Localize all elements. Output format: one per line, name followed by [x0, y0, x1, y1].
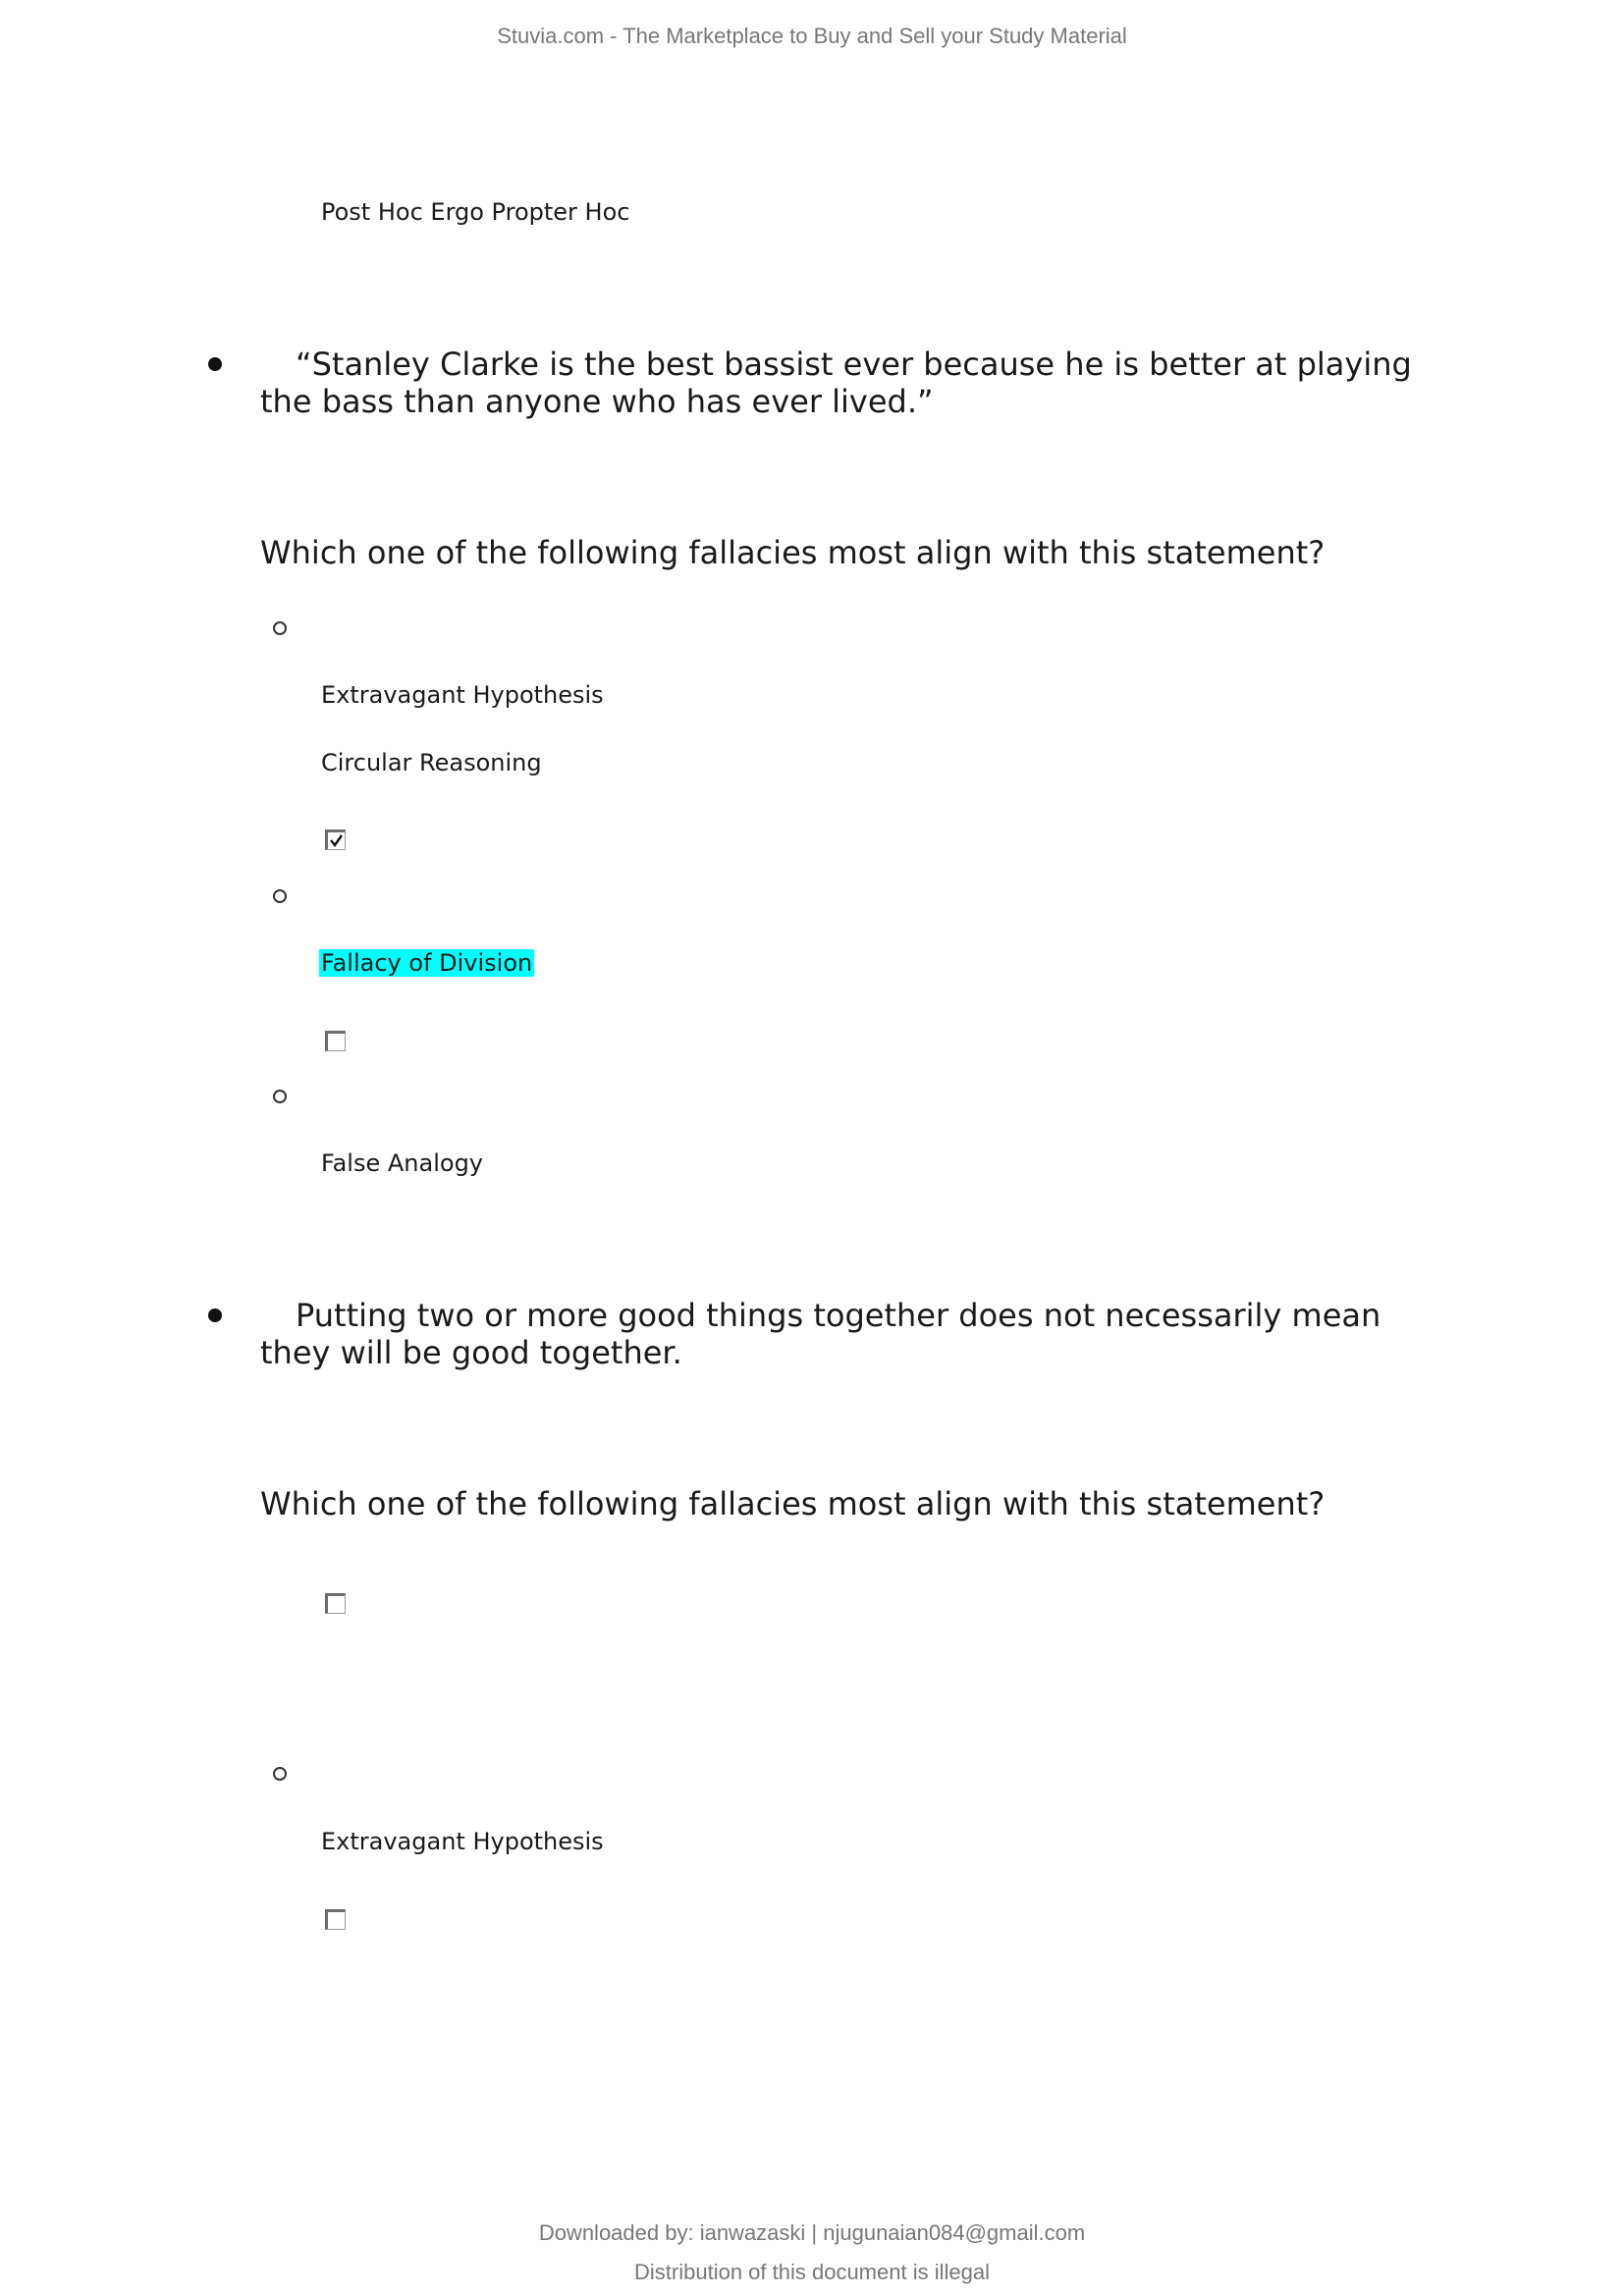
- page-header: Stuvia.com - The Marketplace to Buy and Sell your Study Material: [497, 24, 1127, 48]
- bullet-question-1: [208, 357, 222, 371]
- option-false-analogy[interactable]: False Analogy: [321, 1149, 483, 1177]
- footer-downloaded-by: Downloaded by: ianwazaski | njugunaian084@gmail.com: [538, 2220, 1086, 2245]
- question-1-prompt: Which one of the following fallacies most align with this statement?: [260, 534, 1326, 571]
- option-post-hoc: Post Hoc Ergo Propter Hoc: [321, 198, 630, 226]
- checkbox-unchecked-2[interactable]: [325, 1593, 346, 1614]
- question-2-statement: [260, 1297, 1419, 1371]
- option-fallacy-of-division[interactable]: [321, 949, 534, 977]
- option-circular-reasoning[interactable]: Circular Reasoning: [321, 749, 542, 776]
- question-2-prompt: Which one of the following fallacies most align with this statement?: [260, 1485, 1326, 1522]
- checkbox-unchecked[interactable]: [325, 1031, 346, 1051]
- footer-distribution-notice: Distribution of this document is illegal: [634, 2260, 990, 2284]
- option-extravagant-hypothesis[interactable]: Extravagant Hypothesis: [321, 681, 604, 709]
- checkmark-icon: [328, 832, 349, 853]
- sub-bullet-2: [273, 889, 287, 903]
- option-fallacy-of-division-label: Fallacy of Division: [321, 949, 533, 977]
- checkbox-checked[interactable]: [325, 829, 346, 850]
- question-2-statement-text: Putting two or more good things together does not necessarily mean they will be good together.: [260, 1297, 1381, 1371]
- sub-bullet-4: [273, 1767, 287, 1781]
- option-extravagant-hypothesis-2[interactable]: Extravagant Hypothesis: [321, 1828, 604, 1855]
- bullet-question-2: [208, 1308, 222, 1322]
- question-1-statement-text: “Stanley Clarke is the best bassist ever because he is better at playing the bass than anyone who has ever lived.”: [260, 346, 1412, 420]
- checkbox-unchecked-3[interactable]: [325, 1909, 346, 1930]
- question-1-statement: [260, 346, 1419, 420]
- sub-bullet-1: [273, 621, 287, 635]
- sub-bullet-3: [273, 1090, 287, 1103]
